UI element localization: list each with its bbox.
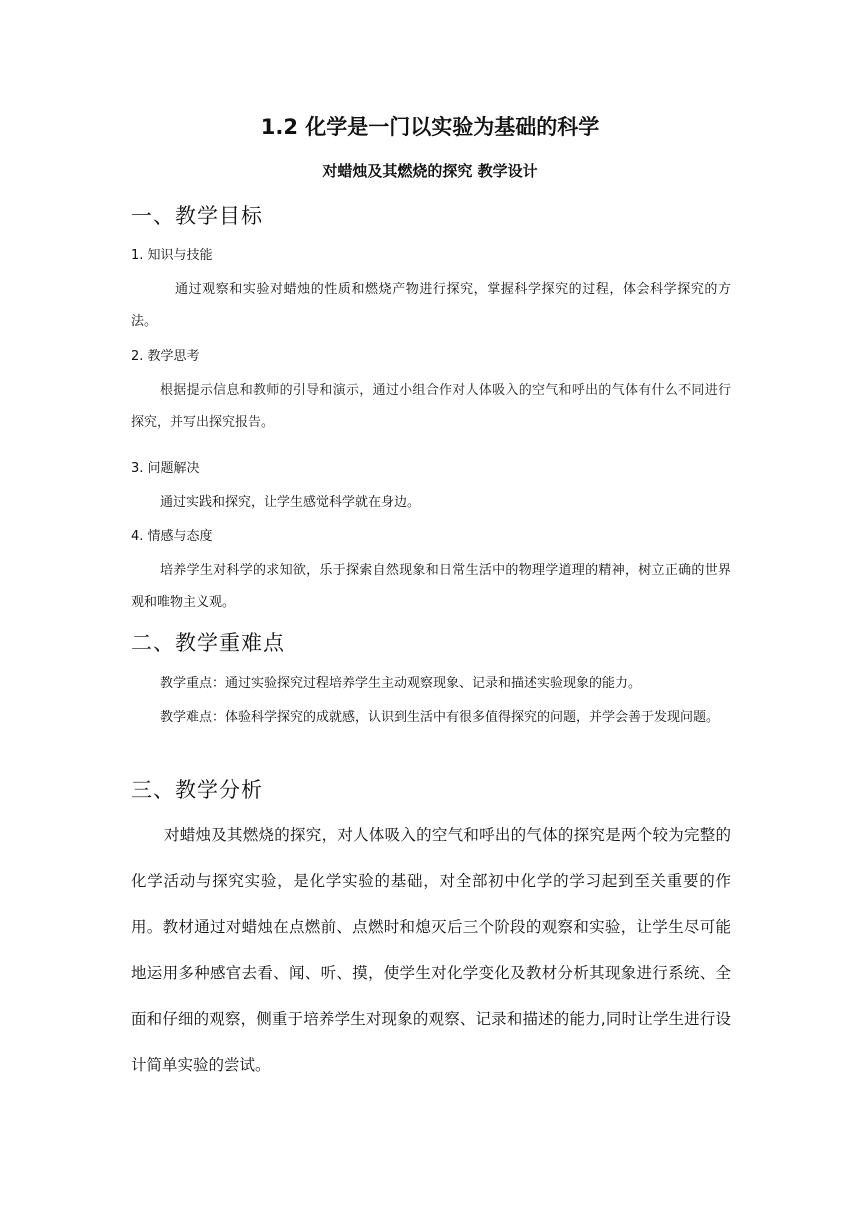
paragraph-difficulty: 教学难点：体验科学探究的成就感，认识到生活中有很多值得探究的问题，并学会善于发现问题。 xyxy=(160,710,720,725)
subheading-emotion-attitude: 4. 情感与态度 xyxy=(131,529,213,544)
subheading-knowledge-skills: 1. 知识与技能 xyxy=(131,248,213,263)
section-heading-key-points: 二、教学重难点 xyxy=(131,631,285,655)
document-subtitle: 对蜡烛及其燃烧的探究 教学设计 xyxy=(322,162,538,180)
paragraph-key-point: 教学重点：通过实验探究过程培养学生主动观察现象、记录和描述实验现象的能力。 xyxy=(160,676,642,691)
subheading-problem-solving: 3. 问题解决 xyxy=(131,461,200,476)
paragraph-knowledge-skills: 通过观察和实验对蜡烛的性质和燃烧产物进行探究，掌握科学探究的过程，体会科学探究的方法。 xyxy=(131,282,731,329)
paragraph-emotion-attitude: 培养学生对科学的求知欲，乐于探索自然现象和日常生活中的物理学道理的精神，树立正确的世界观和唯物主义观。 xyxy=(131,563,731,610)
paragraph-analysis: 对蜡烛及其燃烧的探究，对人体吸入的空气和呼出的气体的探究是两个较为完整的化学活动与探究实验，是化学实验的基础，对全部初中化学的学习起到至关重要的作用。教材通过对蜡烛在点燃前、点燃时和熄灭后三个阶段的观察和实验，让学生尽可能地运用多种感官去看、闻、听、摸，使学生对化学变化及教材分析其现象进行系统、全面和仔细的观察，侧重于培养学生对现象的观察、记录和描述的能力,同时让学生进行设计简单实验的尝试。 xyxy=(131,826,731,1074)
paragraph-problem-solving: 通过实践和探究，让学生感觉科学就在身边。 xyxy=(160,495,421,510)
paragraph-teaching-thinking: 根据提示信息和教师的引导和演示，通过小组合作对人体吸入的空气和呼出的气体有什么不同进行探究，并写出探究报告。 xyxy=(131,383,731,430)
section-heading-analysis: 三、教学分析 xyxy=(131,778,263,802)
section-heading-objectives: 一、教学目标 xyxy=(131,204,263,228)
subheading-teaching-thinking: 2. 教学思考 xyxy=(131,349,200,364)
document-title: 1.2 化学是一门以实验为基础的科学 xyxy=(260,115,600,139)
